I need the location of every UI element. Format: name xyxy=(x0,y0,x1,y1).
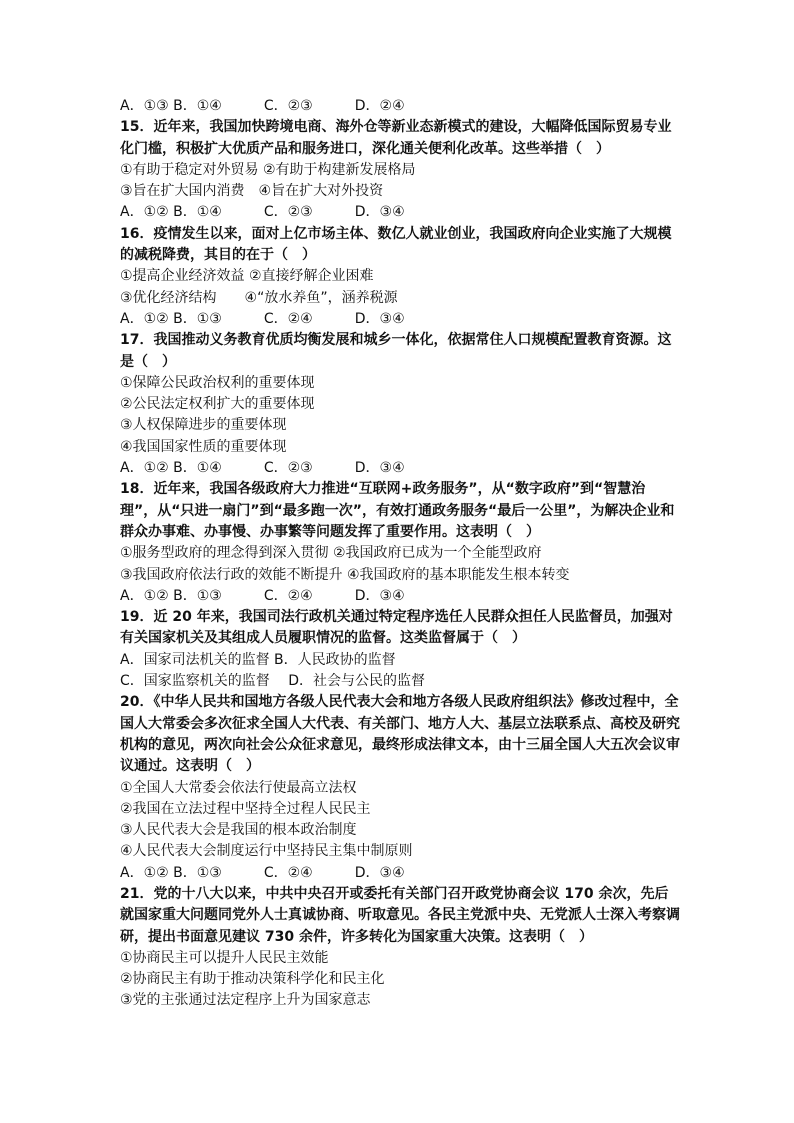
option-line: ③人民代表大会是我国的根本政治制度 xyxy=(120,822,357,839)
choice-text: C．②④ xyxy=(263,310,313,327)
choice-text: A．①② B．①③ xyxy=(120,310,222,327)
option-line: ①保障公民政治权利的重要体现 xyxy=(120,374,315,391)
option-line: ①服务型政府的理念得到深入贯彻 ②我国政府已成为一个全能型政府 xyxy=(120,545,542,562)
option-line: C．国家监察机关的监督 D．社会与公民的监督 xyxy=(120,673,426,690)
question-stem: 16．疫情发生以来，面对上亿市场主体、数亿人就业创业，我国政府向企业实施了大规模的减税降费，其目的在于（ ） xyxy=(120,225,672,264)
question-stem: 15．近年来，我国加快跨境电商、海外仓等新业态新模式的建设，大幅降低国际贸易专业化门槛，积极扩大优质产品和服务进口，深化通关便利化改革。这些举措（ ） xyxy=(120,119,672,157)
option-line: ①协商民主可以提升人民民主效能 xyxy=(120,949,329,966)
option-line: ②我国在立法过程中坚持全过程人民民主 xyxy=(120,800,371,817)
choice-text: C．②④ xyxy=(263,864,313,881)
choice-text: D．③④ xyxy=(354,864,405,881)
answer-choices xyxy=(120,586,680,607)
choice-text: C．②④ xyxy=(263,587,313,604)
answer-choices xyxy=(120,863,680,884)
choice-text: C．②③ xyxy=(263,204,313,221)
question-stem: 20．《中华人民共和国地方各级人民代表大会和地方各级人民政府组织法》修改过程中，全国人大常委会多次征求全国人大代表、有关部门、地方人大、基层立法联系点、高校及研究机构的意见，两次向社会公众征求意见，最终形成法律文本，由十三届全国人大五次会议审议通过。这表明（ ） xyxy=(120,694,680,775)
option-line: ②协商民主有助于推动决策科学化和民主化 xyxy=(120,971,385,988)
question-stem: 17．我国推动义务教育优质均衡发展和城乡一体化，依据常住人口规模配置教育资源。这是（ ） xyxy=(120,332,672,370)
option-line: A．国家司法机关的监督 B．人民政协的监督 xyxy=(120,651,396,668)
choice-text: A．①② B．①③ xyxy=(120,587,222,604)
question-list xyxy=(120,96,680,1012)
option-line: ①全国人大常委会依法行使最高立法权 xyxy=(120,779,357,796)
choice-text: A．①② B．①④ xyxy=(120,460,222,477)
option-line: ②公民法定权利扩大的重要体现 xyxy=(120,396,315,413)
question-stem: 21．党的十八大以来，中共中央召开或委托有关部门召开政党协商会议 170 余次，先后就国家重大问题同党外人士真诚协商、听取意见。各民主党派中央、无党派人士深入考察调研，提出书面意见建议 730 余件，许多转化为国家重大决策。这表明（ ） xyxy=(120,885,680,945)
option-line: ③人权保障进步的重要体现 xyxy=(120,417,287,434)
answer-choices xyxy=(120,458,680,479)
answer-choices xyxy=(120,202,680,223)
option-line: ①提高企业经济效益 ②直接纾解企业困难 xyxy=(120,268,374,285)
option-line: ④人民代表大会制度运行中坚持民主集中制原则 xyxy=(120,843,413,860)
choice-text: A．①② B．①③ xyxy=(120,864,222,881)
option-line: ③我国政府依法行政的效能不断提升 ④我国政府的基本职能发生根本转变 xyxy=(120,566,570,583)
option-line: ③党的主张通过法定程序上升为国家意志 xyxy=(120,992,371,1009)
choice-text: D．③④ xyxy=(354,204,405,221)
option-line: ③优化经济结构 ④“放水养鱼”，涵养税源 xyxy=(120,289,398,306)
answer-choices xyxy=(120,96,680,117)
answer-choices xyxy=(120,309,680,330)
option-line: ③旨在扩大国内消费 ④旨在扩大对外投资 xyxy=(120,183,384,200)
choice-text: C．②③ xyxy=(263,98,313,114)
choice-text: A．①③ B．①④ xyxy=(120,98,222,114)
option-line: ①有助于稳定对外贸易 ②有助于构建新发展格局 xyxy=(120,161,416,178)
question-stem: 19．近 20 年来，我国司法行政机关通过特定程序选任人民群众担任人民监督员，加强对有关国家机关及其组成人员履职情况的监督。这类监督属于（ ） xyxy=(120,609,673,647)
choice-text: A．①② B．①④ xyxy=(120,204,222,221)
choice-text: D．③④ xyxy=(354,310,405,327)
question-stem: 18．近年来，我国各级政府大力推进“互联网+政务服务”，从“数字政府”到“智慧治理”，从“只进一扇门”到“最多跑一次”，有效打通政务服务“最后一公里”，为解决企业和群众办事难、办事慢、办事繁等问题发挥了重要作用。这表明（ ） xyxy=(120,481,675,540)
choice-text: D．②④ xyxy=(354,98,405,114)
option-line: ④我国国家性质的重要体现 xyxy=(120,438,287,455)
choice-text: D．③④ xyxy=(354,587,405,604)
choice-text: D．③④ xyxy=(354,460,405,477)
choice-text: C．②③ xyxy=(263,460,313,477)
